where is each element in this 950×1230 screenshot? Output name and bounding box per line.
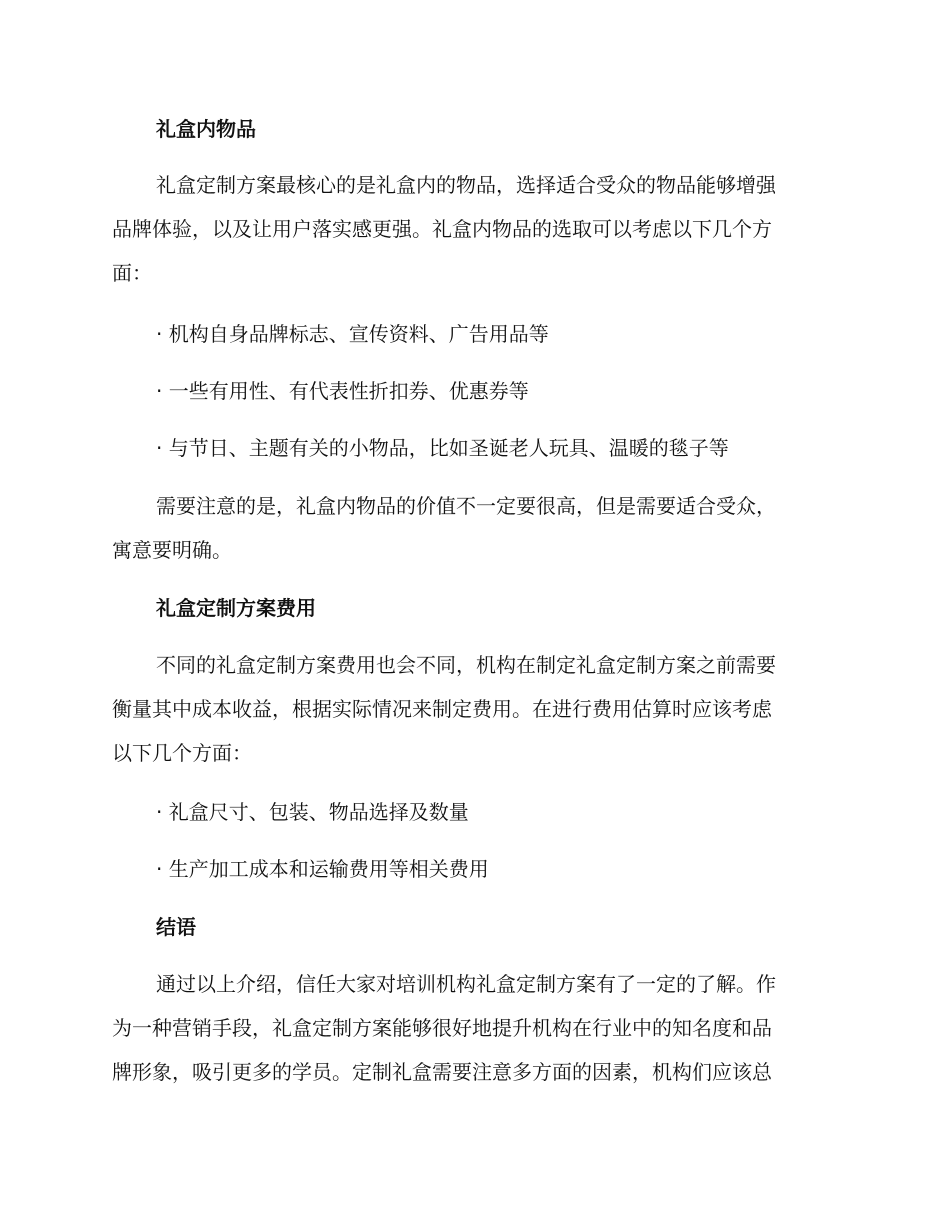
paragraph-line: 面： <box>112 261 152 285</box>
section-heading-conclusion: 结语 <box>156 915 196 939</box>
bullet-item: · 生产加工成本和运输费用等相关费用 <box>156 857 489 881</box>
section-intro-cost <box>112 643 832 775</box>
paragraph-line: 品牌体验，以及让用户落实感更强。礼盒内物品的选取可以考虑以下几个方 <box>112 217 772 241</box>
paragraph-line: 需要注意的是，礼盒内物品的价值不一定要很高，但是需要适合受众， <box>156 494 776 518</box>
paragraph-line: 为一种营销手段，礼盒定制方案能够很好地提升机构在行业中的知名度和品 <box>112 1016 772 1040</box>
section-intro-conclusion <box>112 962 832 1094</box>
paragraph-line: 以下几个方面： <box>112 741 252 765</box>
bullet-item: · 机构自身品牌标志、宣传资料、广告用品等 <box>156 322 549 346</box>
paragraph-line: 牌形象，吸引更多的学员。定制礼盒需要注意多方面的因素，机构们应该总 <box>112 1060 772 1084</box>
bullet-item: · 与节日、主题有关的小物品，比如圣诞老人玩具、温暖的毯子等 <box>156 436 729 460</box>
section-heading-gift-items: 礼盒内物品 <box>156 117 256 141</box>
bullet-item: · 礼盒尺寸、包装、物品选择及数量 <box>156 800 469 824</box>
paragraph-line: 寓意要明确。 <box>112 538 232 562</box>
paragraph-line: 衡量其中成本收益，根据实际情况来制定费用。在进行费用估算时应该考虑 <box>112 697 772 721</box>
paragraph-line: 礼盒定制方案最核心的是礼盒内的物品，选择适合受众的物品能够增强 <box>156 173 776 197</box>
paragraph-line: 不同的礼盒定制方案费用也会不同，机构在制定礼盒定制方案之前需要 <box>156 653 776 677</box>
bullet-item: · 一些有用性、有代表性折扣券、优惠券等 <box>156 379 529 403</box>
paragraph-line: 通过以上介绍，信任大家对培训机构礼盒定制方案有了一定的了解。作 <box>156 972 776 996</box>
section-intro-gift-items <box>112 163 832 295</box>
section-note-gift-items <box>112 484 832 572</box>
section-heading-cost: 礼盒定制方案费用 <box>156 596 316 620</box>
